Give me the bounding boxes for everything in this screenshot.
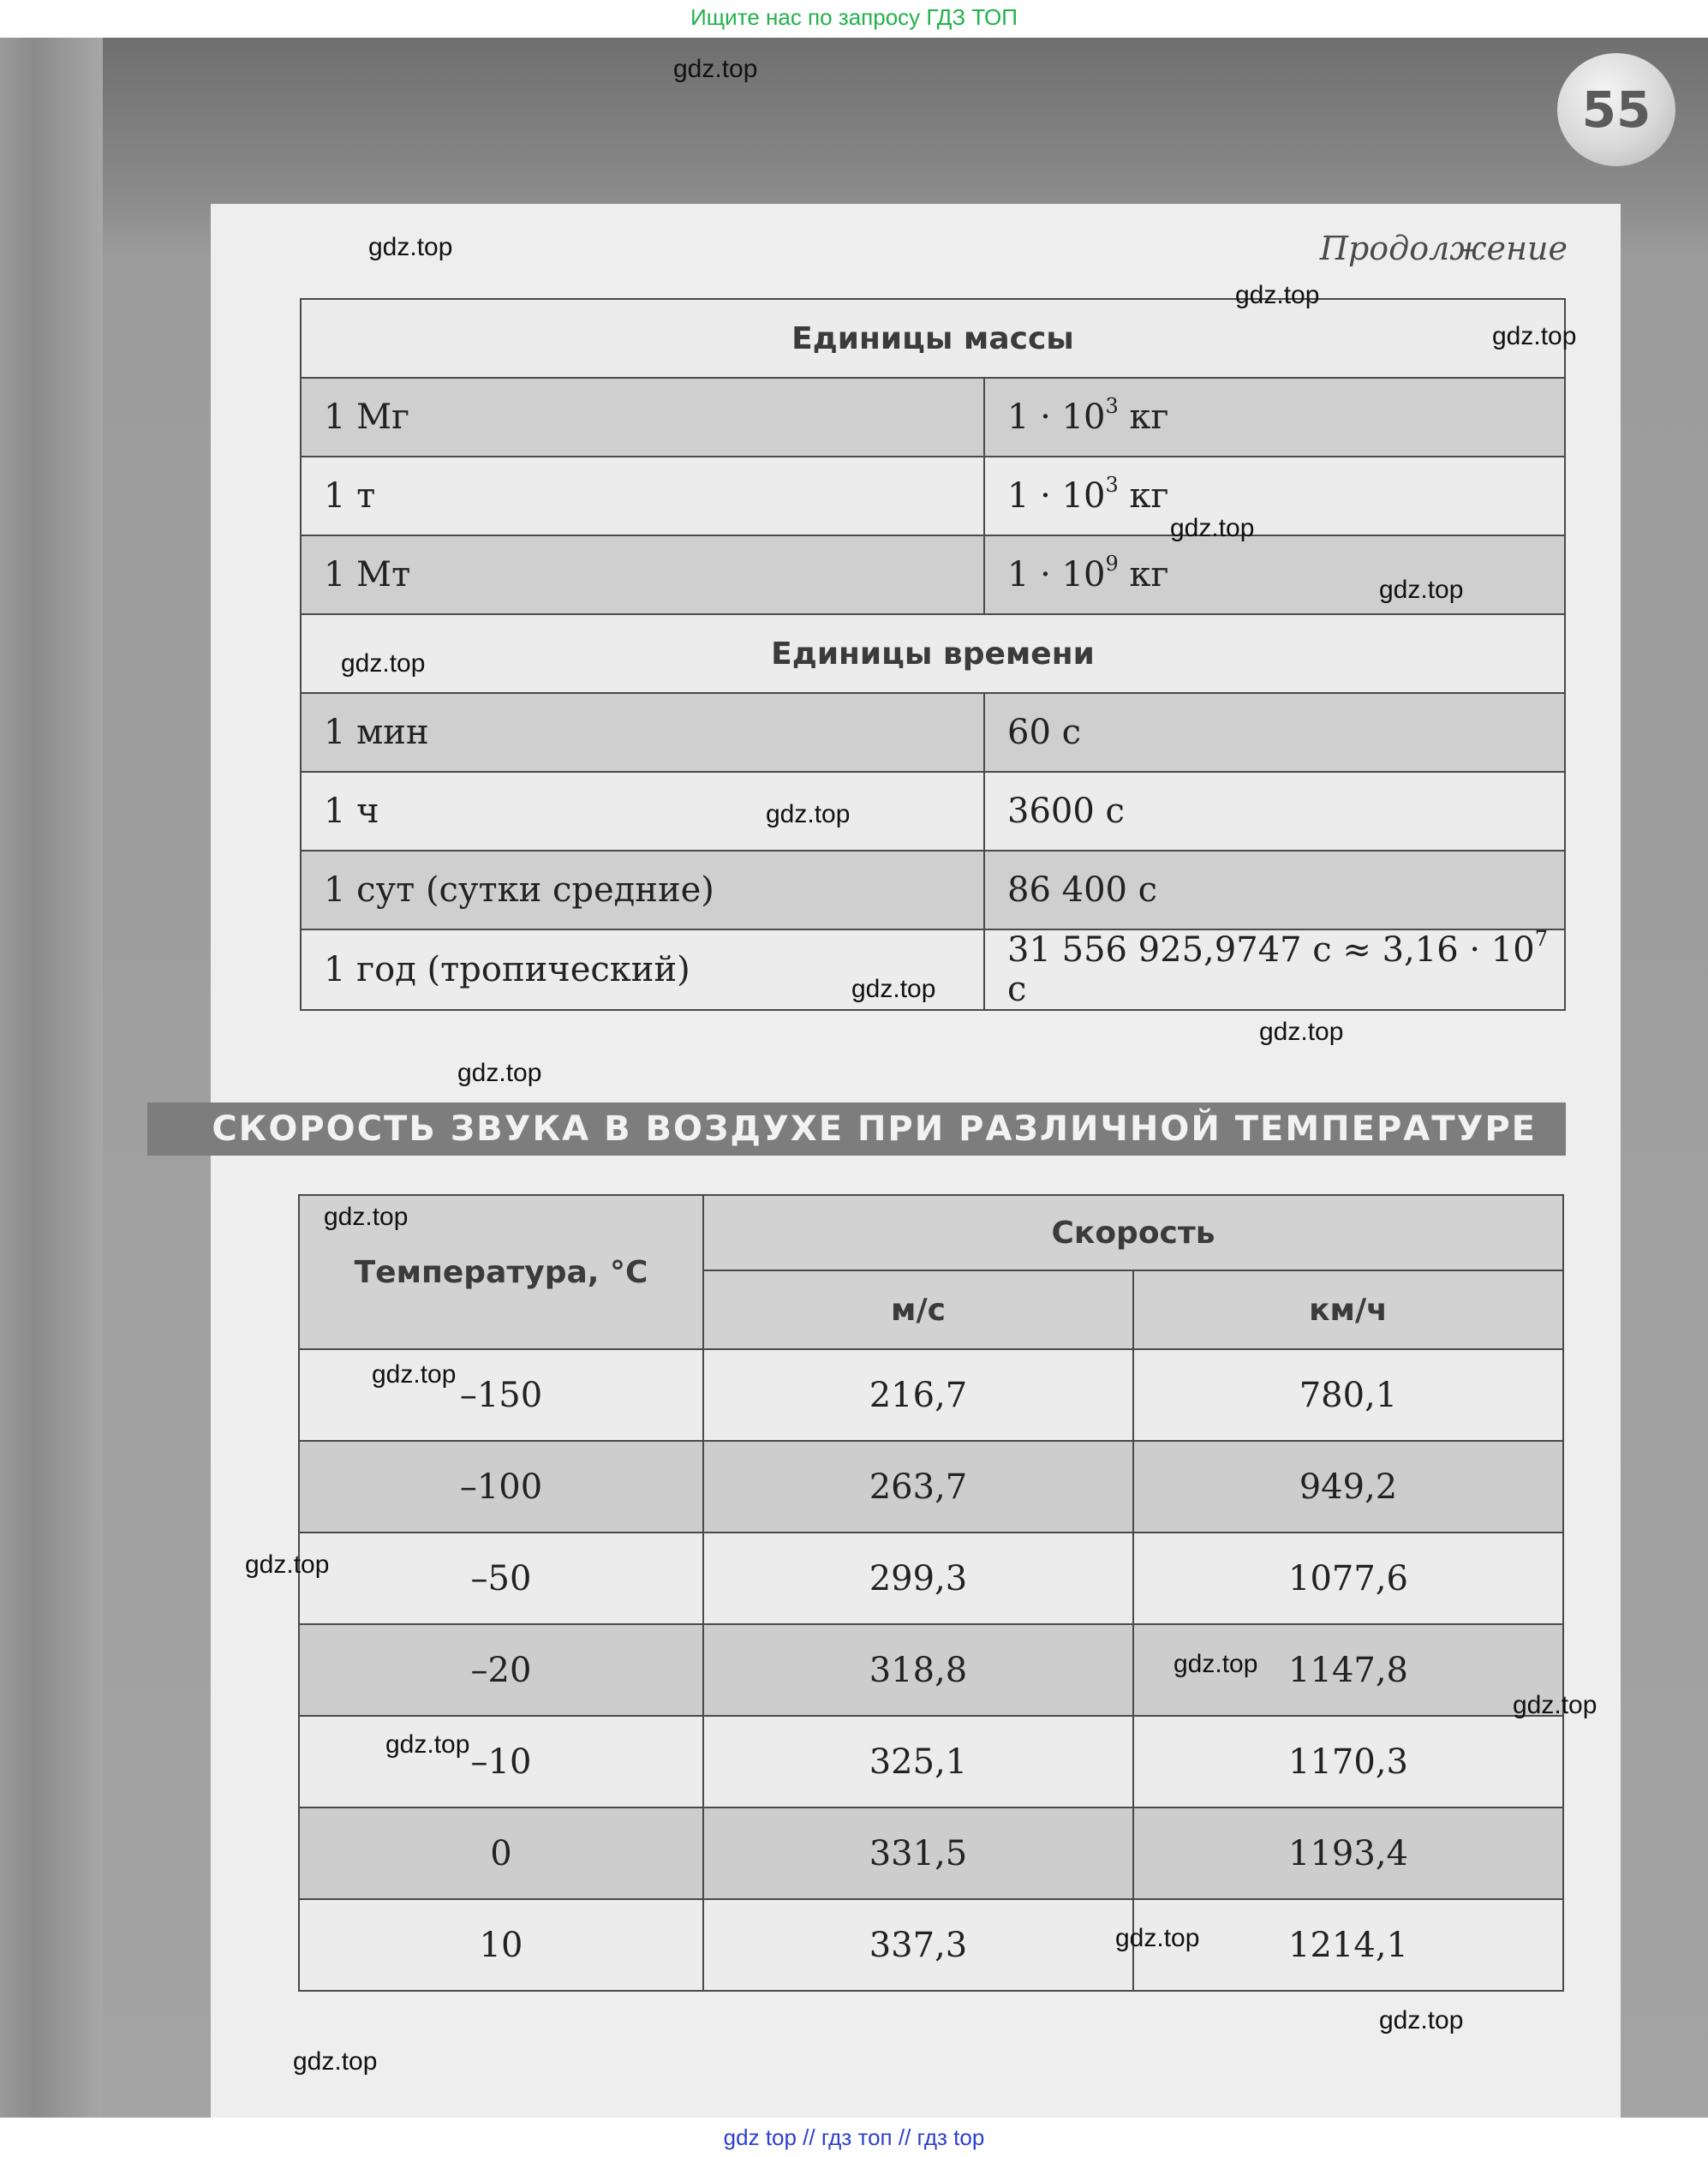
table-row — [301, 851, 1565, 929]
kmh-cell: 949,2 — [1133, 1441, 1563, 1533]
watermark: gdz.top — [1174, 1650, 1258, 1678]
temperature-header: Температура, °С — [299, 1195, 703, 1349]
page-number-badge: 55 — [1557, 53, 1675, 166]
table-row — [301, 772, 1565, 851]
temp-cell: –150 — [299, 1349, 703, 1441]
table-row — [299, 1716, 1563, 1807]
table-row — [299, 1533, 1563, 1624]
book-spine — [0, 38, 103, 2118]
value-cell: $1 \cdot 10^3$ кг — [984, 457, 1565, 535]
kmh-cell: 1147,8 — [1133, 1624, 1563, 1716]
speed-header: Скорость — [703, 1195, 1563, 1270]
kmh-cell: 1170,3 — [1133, 1716, 1563, 1807]
ms-cell: 325,1 — [703, 1716, 1133, 1807]
table-row — [301, 693, 1565, 772]
unit-cell: 1 сут (сутки средние) — [301, 851, 984, 929]
temp-cell: –20 — [299, 1624, 703, 1716]
watermark: gdz.top — [245, 1551, 330, 1579]
table-row — [301, 378, 1565, 457]
unit-cell: 1 т — [301, 457, 984, 535]
units-table — [300, 298, 1566, 1011]
section-title: СКОРОСТЬ ЗВУКА В ВОЗДУХЕ ПРИ РАЗЛИЧНОЙ ТЕМПЕРАТУРЕ — [147, 1102, 1566, 1156]
value-cell: 86 400 с — [984, 851, 1565, 929]
temp-cell: 0 — [299, 1807, 703, 1899]
watermark: gdz.top — [1379, 576, 1464, 604]
watermark: gdz.top — [293, 2047, 378, 2076]
ms-cell: 216,7 — [703, 1349, 1133, 1441]
unit-cell: 1 мин — [301, 693, 984, 772]
kmh-cell: 1193,4 — [1133, 1807, 1563, 1899]
table-row — [299, 1624, 1563, 1716]
unit-cell: 1 год (тропический) — [301, 929, 984, 1010]
unit-cell: 1 ч — [301, 772, 984, 851]
kmh-cell: 780,1 — [1133, 1349, 1563, 1441]
watermark: gdz.top — [851, 975, 936, 1003]
watermark: gdz.top — [673, 55, 758, 83]
watermark: gdz.top — [324, 1203, 409, 1231]
watermark: gdz.top — [1379, 2006, 1464, 2035]
watermark: gdz.top — [1115, 1924, 1200, 1952]
sound-speed-table — [298, 1194, 1564, 1992]
temp-cell: 10 — [299, 1899, 703, 1991]
table-row — [299, 1349, 1563, 1441]
time-units-header: Единицы времени — [301, 614, 1565, 693]
value-cell: $1 \cdot 10^9$ кг — [984, 535, 1565, 614]
table-row — [299, 1807, 1563, 1899]
bottom-banner[interactable]: gdz top // гдз топ // гдз top — [0, 2118, 1708, 2157]
table-row — [299, 1441, 1563, 1533]
unit-cell: 1 Мт — [301, 535, 984, 614]
kmh-cell: 1214,1 — [1133, 1899, 1563, 1991]
mass-units-header: Единицы массы — [301, 299, 1565, 378]
continuation-label: Продолжение — [1319, 230, 1568, 267]
unit-cell: 1 Мг — [301, 378, 984, 457]
value-cell: 31 556 925,9747 $с \approx 3,16 \cdot 10^7$ с — [984, 929, 1565, 1010]
watermark: gdz.top — [1492, 322, 1577, 350]
ms-cell: 299,3 — [703, 1533, 1133, 1624]
top-banner[interactable]: Ищите нас по запросу ГДЗ ТОП — [0, 0, 1708, 38]
watermark: gdz.top — [1513, 1691, 1598, 1719]
value-cell: 60 с — [984, 693, 1565, 772]
ms-header: м/с — [703, 1270, 1133, 1349]
value-cell: $1 \cdot 10^3$ кг — [984, 378, 1565, 457]
watermark: gdz.top — [1259, 1018, 1344, 1046]
watermark: gdz.top — [766, 800, 851, 828]
temp-cell: –10 — [299, 1716, 703, 1807]
value-cell: 3600 с — [984, 772, 1565, 851]
table-row — [299, 1899, 1563, 1991]
ms-cell: 263,7 — [703, 1441, 1133, 1533]
kmh-cell: 1077,6 — [1133, 1533, 1563, 1624]
table-row — [301, 535, 1565, 614]
watermark: gdz.top — [372, 1360, 457, 1389]
kmh-header: км/ч — [1133, 1270, 1563, 1349]
watermark: gdz.top — [368, 233, 453, 261]
watermark: gdz.top — [1170, 514, 1255, 542]
watermark: gdz.top — [385, 1730, 470, 1759]
watermark: gdz.top — [1235, 281, 1320, 309]
ms-cell: 318,8 — [703, 1624, 1133, 1716]
watermark: gdz.top — [457, 1059, 542, 1087]
temp-cell: –50 — [299, 1533, 703, 1624]
table-row — [301, 457, 1565, 535]
watermark: gdz.top — [341, 649, 426, 678]
temp-cell: –100 — [299, 1441, 703, 1533]
ms-cell: 331,5 — [703, 1807, 1133, 1899]
ms-cell: 337,3 — [703, 1899, 1133, 1991]
